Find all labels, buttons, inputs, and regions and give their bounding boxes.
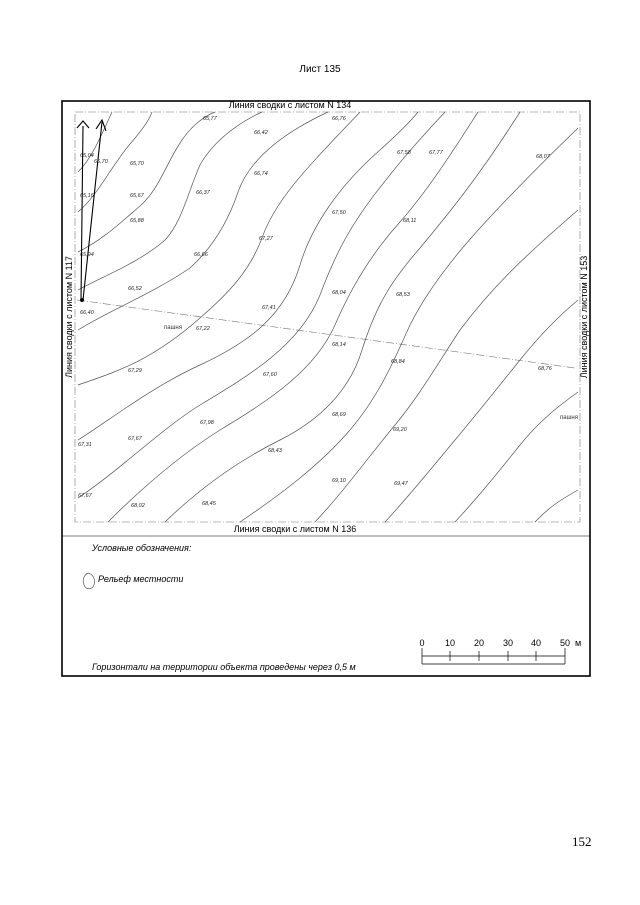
- contour-line: [78, 112, 418, 440]
- contour-interval-note: Горизонтали на территории объекта проведены через 0,5 м: [92, 662, 356, 672]
- sheet-line-bottom: Линия сводки с листом N 136: [233, 524, 357, 534]
- elevation-label: 67,98: [200, 420, 214, 426]
- elevation-label: 69,47: [394, 481, 408, 487]
- elevation-label: 65,70: [130, 161, 144, 167]
- contour-lines: [78, 112, 578, 522]
- elevation-label: 68,84: [391, 359, 405, 365]
- elevation-label: 68,11: [403, 218, 417, 224]
- relief-icon: [83, 573, 94, 589]
- elevation-label: 65,16: [80, 193, 94, 199]
- contour-line: [385, 300, 578, 522]
- legend-item-relief: Рельеф местности: [98, 574, 184, 584]
- elevation-label: 67,67: [78, 493, 92, 499]
- elevation-label: 66,37: [196, 190, 210, 196]
- field-boundary: [77, 300, 575, 368]
- scale-tick: 0: [419, 638, 425, 648]
- elevation-label: 67,27: [259, 236, 273, 242]
- elevation-label: 68,69: [332, 412, 346, 418]
- scale-bar: [419, 638, 581, 664]
- elevation-label: 68,04: [332, 290, 346, 296]
- contour-line: [78, 112, 215, 252]
- scale-tick: 10: [444, 638, 456, 648]
- sheet-line-top: Линия сводки с листом N 134: [228, 100, 352, 110]
- scale-tick: 40: [530, 638, 542, 648]
- north-arrow-icon: [77, 120, 106, 301]
- contour-line: [78, 112, 262, 290]
- contour-line: [240, 128, 578, 522]
- elevation-label: 67,41: [262, 305, 276, 311]
- elevation-label: 66,66: [194, 252, 208, 258]
- elevation-label: 67,77: [429, 150, 443, 156]
- elevation-label: 67,67: [128, 436, 142, 442]
- elevation-label: 67,31: [78, 442, 92, 448]
- contour-line: [78, 112, 328, 330]
- elevation-label: 67,58: [397, 150, 411, 156]
- elevation-label: 65,88: [130, 218, 144, 224]
- sheet-title: Лист 135: [299, 64, 341, 75]
- sheet-line-left: Линия сводки с листом N 117: [64, 256, 74, 378]
- contour-line: [78, 112, 360, 385]
- map-frame: [62, 101, 590, 676]
- scale-tick: 20: [473, 638, 485, 648]
- contour-line: [455, 392, 578, 522]
- contour-line: [535, 490, 578, 522]
- page-number: 152: [572, 834, 592, 849]
- elevation-label: 66,70: [94, 159, 108, 165]
- elevation-label: 65,04: [80, 153, 94, 159]
- elevation-label: 67,29: [128, 368, 142, 374]
- land-use-label: пашня: [164, 325, 182, 331]
- elevation-label: 69,10: [332, 478, 346, 484]
- elevation-label: 66,76: [332, 116, 346, 122]
- elevation-label: 69,20: [393, 427, 407, 433]
- scale-unit: м: [575, 638, 582, 648]
- elevation-label: 68,07: [536, 154, 550, 160]
- elevation-label: 68,76: [538, 366, 552, 372]
- elevation-label: 67,50: [332, 210, 346, 216]
- scale-tick: 30: [502, 638, 514, 648]
- elevation-label: 66,52: [128, 286, 142, 292]
- scale-tick: 50: [559, 638, 571, 648]
- sheet-line-right: Линия сводки с листом N 153: [579, 255, 589, 379]
- land-use-label: пашня: [560, 415, 578, 421]
- elevation-label: 68,02: [131, 503, 145, 509]
- elevation-label: 68,45: [202, 501, 216, 507]
- elevation-label: 65,67: [130, 193, 144, 199]
- elevation-label: 68,53: [396, 292, 410, 298]
- elevation-label: 68,43: [268, 448, 282, 454]
- elevation-label: 67,22: [196, 326, 210, 332]
- elevation-label: 68,14: [332, 342, 346, 348]
- elevation-label: 66,40: [80, 310, 94, 316]
- elevation-points: [78, 116, 553, 509]
- elevation-label: 66,42: [254, 130, 268, 136]
- legend-title: Условные обозначения:: [92, 543, 192, 553]
- survey-boundary: [75, 112, 580, 522]
- elevation-label: 65,77: [203, 116, 217, 122]
- elevation-label: 65,94: [80, 252, 94, 258]
- elevation-label: 67,60: [263, 372, 277, 378]
- contour-line: [165, 112, 520, 522]
- elevation-label: 66,74: [254, 171, 268, 177]
